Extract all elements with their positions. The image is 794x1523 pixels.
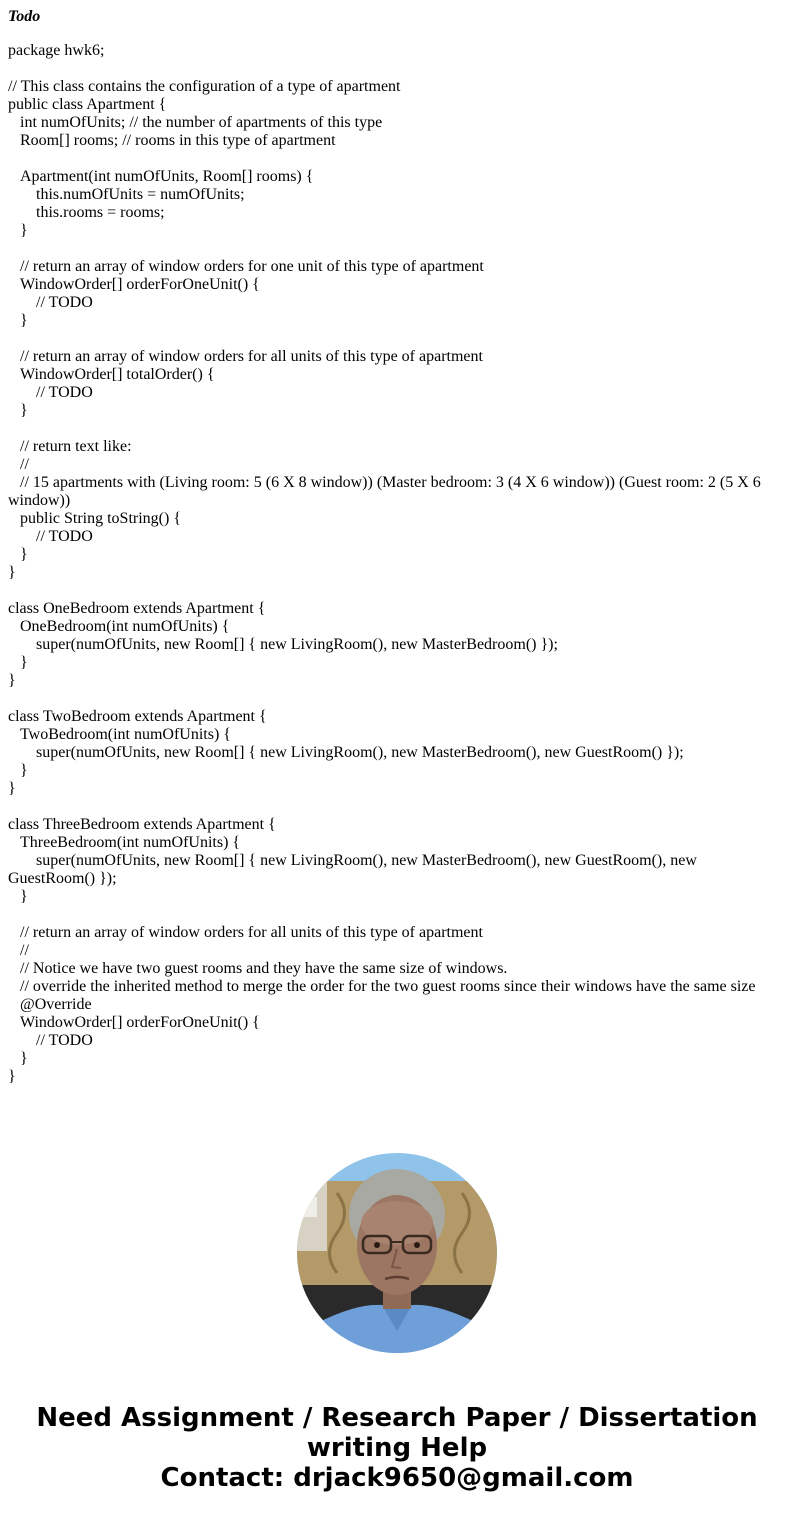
code-line: TwoBedroom(int numOfUnits) { (8, 726, 231, 743)
code-line: // TODO (8, 384, 93, 401)
code-line: } (8, 654, 28, 671)
promo-contact: Contact: drjack9650@gmail.com (160, 1463, 634, 1493)
code-line: WindowOrder[] totalOrder() { (8, 366, 215, 383)
code-line: @Override (8, 996, 92, 1013)
code-line: Room[] rooms; // rooms in this type of apartment (8, 132, 336, 149)
code-line: // override the inherited method to merge the order for the two guest rooms since their windows have the same size (8, 978, 756, 995)
code-line (8, 582, 786, 600)
code-line: } (8, 780, 16, 797)
code-line: package hwk6; (8, 42, 105, 59)
code-line: WindowOrder[] orderForOneUnit() { (8, 276, 260, 293)
code-line: int numOfUnits; // the number of apartments of this type (8, 114, 383, 131)
code-line: } (8, 312, 28, 329)
code-line: } (8, 546, 28, 563)
code-line: // return an array of window orders for all units of this type of apartment (8, 924, 483, 941)
code-line: // TODO (8, 528, 93, 545)
code-line: // (8, 942, 29, 959)
code-line: } (8, 1068, 16, 1085)
promo-line-1: Need Assignment / Research Paper / Dissertation (36, 1403, 758, 1433)
code-line: class TwoBedroom extends Apartment { (8, 708, 267, 725)
code-line: ThreeBedroom(int numOfUnits) { (8, 834, 241, 851)
code-line (8, 330, 786, 348)
code-line: } (8, 888, 28, 905)
code-line: } (8, 1050, 28, 1067)
code-line: WindowOrder[] orderForOneUnit() { (8, 1014, 260, 1031)
code-line: } (8, 402, 28, 419)
code-line: } (8, 672, 16, 689)
code-line (8, 1086, 786, 1104)
code-line: public class Apartment { (8, 96, 167, 113)
promo-line-2: writing Help (306, 1433, 488, 1463)
document-title: Todo (8, 8, 41, 25)
code-line (8, 60, 786, 78)
code-line: // return an array of window orders for one unit of this type of apartment (8, 258, 484, 275)
code-line: class ThreeBedroom extends Apartment { (8, 816, 276, 833)
code-line: // return an array of window orders for all units of this type of apartment (8, 348, 483, 365)
code-line: // TODO (8, 294, 93, 311)
code-line: this.numOfUnits = numOfUnits; (8, 186, 245, 203)
code-line: // return text like: (8, 438, 132, 455)
code-line: class OneBedroom extends Apartment { (8, 600, 266, 617)
code-line: } (8, 762, 28, 779)
code-line (8, 150, 786, 168)
code-line: super(numOfUnits, new Room[] { new LivingRoom(), new MasterBedroom(), new GuestRoom(), new GuestRoom() }); (8, 852, 701, 887)
code-line: public String toString() { (8, 510, 182, 527)
code-line: // This class contains the configuration of a type of apartment (8, 78, 401, 95)
code-line (8, 690, 786, 708)
code-line: Apartment(int numOfUnits, Room[] rooms) { (8, 168, 314, 185)
promo-banner (0, 1403, 794, 1493)
code-line: // TODO (8, 1032, 93, 1049)
code-line: OneBedroom(int numOfUnits) { (8, 618, 230, 635)
person-portrait-icon (297, 1153, 497, 1353)
code-line: super(numOfUnits, new Room[] { new LivingRoom(), new MasterBedroom(), new GuestRoom() }); (8, 744, 684, 761)
code-line: // (8, 456, 29, 473)
code-line (8, 798, 786, 816)
avatar (297, 1153, 497, 1353)
code-line: this.rooms = rooms; (8, 204, 165, 221)
code-line (8, 240, 786, 258)
code-line: } (8, 222, 28, 239)
code-line: } (8, 564, 16, 581)
code-line: // Notice we have two guest rooms and they have the same size of windows. (8, 960, 508, 977)
code-block (8, 42, 786, 1104)
code-line (8, 420, 786, 438)
code-line: super(numOfUnits, new Room[] { new LivingRoom(), new MasterBedroom() }); (8, 636, 558, 653)
code-line: // 15 apartments with (Living room: 5 (6 X 8 window)) (Master bedroom: 3 (4 X 6 window)) (Guest room: 2 (5 X 6 window)) (8, 474, 765, 509)
code-line (8, 906, 786, 924)
